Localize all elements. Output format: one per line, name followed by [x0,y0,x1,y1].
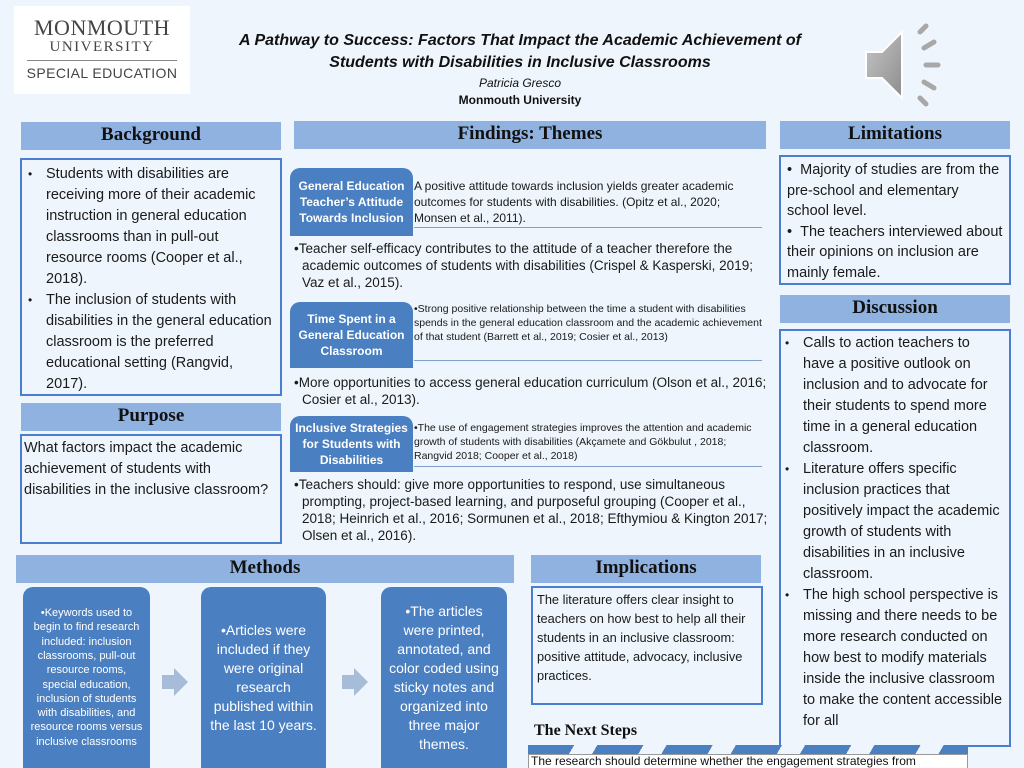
theme-inclusive-strategies: Inclusive Strategies for Students with Disabilities [290,416,413,472]
limitation-item-text: Majority of studies are from the pre-school and elementary school level. [787,162,1000,219]
background-heading: Background [21,122,281,150]
arrow-right-icon [162,668,188,696]
theme-time-spent-description: •Strong positive relationship between the time a student with disabilities spends in the general education classroom and the academic achievement of that student (Barrett et al., 2019; Cosier et al., 2013) [414,302,762,361]
implications-text: The literature offers clear insight to teachers on how best to help all their students in an inclusive classroom: positive attitude, advocacy, inclusive practices. [537,592,746,683]
limitation-item-text: The teachers interviewed about their opinions on inclusion are mainly female. [787,223,1003,281]
background-item: • The inclusion of students with disabilities in the general education classroom is the preferred educational setting (Rangvid, 2017). [24,290,274,395]
limitations-heading: Limitations [780,121,1010,149]
limitations-box [779,155,1011,285]
implications-box [531,586,763,705]
background-box [20,158,282,396]
theme-time-spent: Time Spent in a General Education Classroom [290,302,413,368]
implications-heading: Implications [531,555,761,583]
theme-time-spent-bullet: •More opportunities to access general education curriculum (Olson et al., 2016; Cosier et al., 2013). [294,375,767,407]
purpose-box [20,434,282,544]
methods-heading: Methods [16,555,514,583]
method-step-2: •Articles were included if they were original research published within the last 10 years. [201,587,326,768]
theme-inclusive-strategies-description: •The use of engagement strategies improves the attention and academic growth of students with disabilities (Akçamete and Gökbulut , 2018; Rangvid 2018; Cooper et al., 2018) [414,421,762,467]
logo-line-1: MONMOUTH [34,15,170,40]
limitation-item: • The teachers interviewed about their opinions on inclusion are mainly female. [787,223,1003,281]
university: Monmouth University [458,93,582,107]
theme-inclusive-strategies-bullet: •Teachers should: give more opportunities to respond, use simultaneous prompting, project-based learning, and purposeful grouping (Cooper et al., 2018; Heinrich et al., 2016; Sormunen et al., 2018; Efthymiou & Kington 2017; Olsen et al., 2016). [294,477,768,543]
next-steps-text: The research should determine whether the engagement strategies from [528,754,968,768]
author: Patricia Gresco [478,76,562,90]
discussion-item: • Calls to action teachers to have a positive outlook on inclusion and to advocate for their students to spend more time in a general education classroom. [781,333,1003,459]
discussion-item: • Literature offers specific inclusion practices that positively impact the academic growth of students with disabilities in an inclusive classroom. [781,459,1003,585]
title-line-2: Students with Disabilities in Inclusive Classrooms [329,54,711,71]
method-step-1: •Keywords used to begin to find research included: inclusion classrooms, pull-out resource rooms, special education, inclusion of students with disabilities, and resource rooms versus inclusive classrooms [23,587,150,768]
method-step-3: •The articles were printed, annotated, and color coded using sticky notes and organized into three major themes. [381,587,507,768]
discussion-box [779,329,1011,747]
theme-attitude-bullet: •Teacher self-efficacy contributes to the attitude of a teacher therefore the academic outcomes of students with disabilities (Crispel & Kasperski, 2019; Vaz et al., 2015). [294,241,753,290]
limitation-item: • Majority of studies are from the pre-school and elementary school level. [787,162,1000,219]
discussion-heading: Discussion [780,295,1010,323]
theme-attitude: General Education Teacher’s Attitude Towards Inclusion [290,168,413,236]
poster-title [200,30,840,74]
next-steps-divider [528,745,968,754]
purpose-heading: Purpose [21,403,281,431]
speaker-volume-icon[interactable] [862,22,954,108]
arrow-right-icon [342,668,368,696]
next-steps-heading: The Next Steps [534,722,638,739]
findings-heading: Findings: Themes [294,121,766,149]
purpose-text: What factors impact the academic achievement of students with disabilities in the inclusive classroom? [24,440,269,498]
monmouth-logo [14,6,190,94]
background-item: • Students with disabilities are receiving more of their academic instruction in general education classrooms than in pull-out resource rooms (Cooper et al., 2018). [24,164,274,290]
logo-line-2: UNIVERSITY [49,39,155,55]
discussion-item: • The high school perspective is missing and there needs to be more research conducted on how best to modify materials inside the inclusive classroom to make the content accessible for all [781,585,1003,732]
logo-line-3: SPECIAL EDUCATION [26,65,178,81]
logo-divider [27,60,177,61]
title-line-1: A Pathway to Success: Factors That Impact the Academic Achievement of [239,32,801,49]
theme-attitude-description: A positive attitude towards inclusion yields greater academic outcomes for students with disabilities. (Opitz et al., 2020; Monsen et al., 2011). [414,178,762,228]
